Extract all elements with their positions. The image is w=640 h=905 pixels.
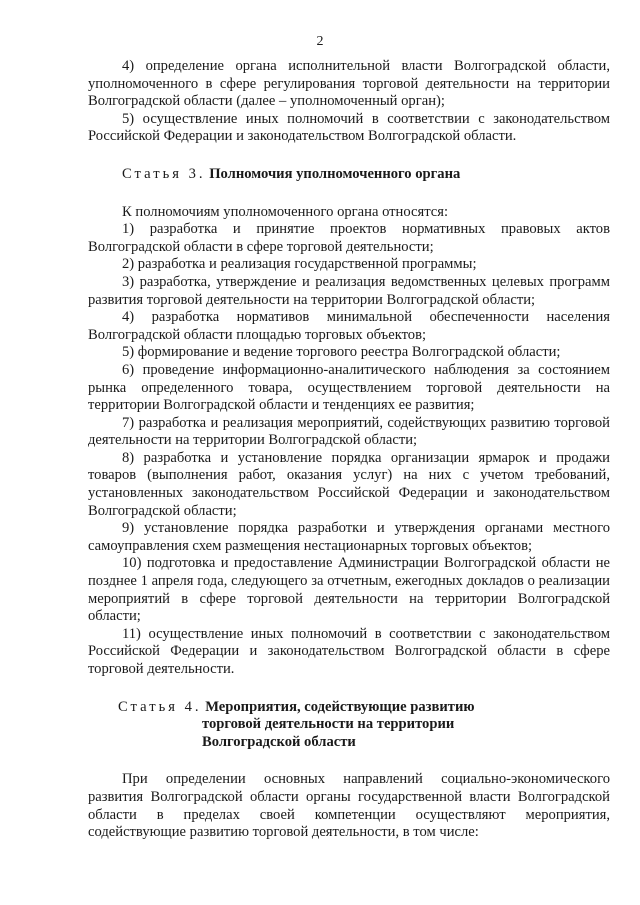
article-3-item: 8) разработка и установление порядка организации ярмарок и продажи товаров (выполнения работ, оказания услуг) на них с учетом требований, установленных законодательством Российской Федерации и законодательством Волгоградской области;	[88, 449, 610, 519]
article-4-paragraph: При определении основных направлений социально-экономического развития Волгоградской области органы государственной власти Волгоградской области в пределах своей компетенции осуществляют мероприятия, содействующие развитию торговой деятельности, в том числе:	[88, 771, 610, 841]
article-4-title-line-1: Мероприятия, содействующие развитию	[205, 698, 475, 715]
article-3-item: 3) разработка, утверждение и реализация ведомственных целевых программ развития торговой деятельности на территории Волгоградской области;	[88, 273, 610, 308]
article-3-item: 7) разработка и реализация мероприятий, содействующих развитию торговой деятельности на территории Волгоградской области;	[88, 414, 610, 449]
page-number: 2	[316, 34, 324, 49]
article-3-item: 11) осуществление иных полномочий в соответствии с законодательством Российской Федерации и законодательством Волгоградской области в сфере торговой деятельности.	[88, 625, 610, 677]
article-3-item: 10) подготовка и предоставление Администрации Волгоградской области не позднее 1 апреля года, следующего за отчетным, ежегодных докладов о реализации мероприятий в сфере торговой деятельности на территории Волгоградской области;	[88, 555, 610, 625]
article-4-title-line-3: Волгоградской области	[202, 733, 356, 750]
article-4-prefix: Статья 4.	[118, 698, 202, 715]
article-4-heading	[88, 699, 610, 752]
article-4-title-line-2: торговой деятельности на территории	[202, 716, 455, 733]
article-3-item: 1) разработка и принятие проектов нормативных правовых актов Волгоградской области в сфере торговой деятельности;	[88, 221, 610, 255]
article-3-item: 9) установление порядка разработки и утверждения органами местного самоуправления схем размещения нестационарных торговых объектов;	[88, 520, 610, 554]
article-3-title: Полномочия уполномоченного органа	[209, 165, 461, 182]
article-3-intro: К полномочиям уполномоченного органа относятся:	[122, 203, 449, 220]
paragraph-item-4: 4) определение органа исполнительной власти Волгоградской области, уполномоченного в сфере регулирования торговой деятельности на территории Волгоградской области (далее – уполномоченный орган);	[88, 58, 610, 110]
article-3-item: 5) формирование и ведение торгового реестра Волгоградской области;	[122, 344, 561, 361]
document-body	[88, 58, 610, 842]
article-3-item: 6) проведение информационно-аналитического наблюдения за состоянием рынка определенного товара, осуществлением торговой деятельности на территории Волгоградской области и тенденциях ее развития;	[88, 361, 610, 414]
article-3-heading	[88, 166, 610, 184]
article-3-item: 2) разработка и реализация государственной программы;	[122, 256, 477, 273]
article-3-item: 4) разработка нормативов минимальной обеспеченности населения Волгоградской области площадью торговых объектов;	[88, 309, 610, 343]
paragraph-item-5: 5) осуществление иных полномочий в соответствии с законодательством Российской Федерации и законодательством Волгоградской области.	[88, 110, 610, 145]
article-3-prefix: Статья 3.	[122, 165, 206, 182]
